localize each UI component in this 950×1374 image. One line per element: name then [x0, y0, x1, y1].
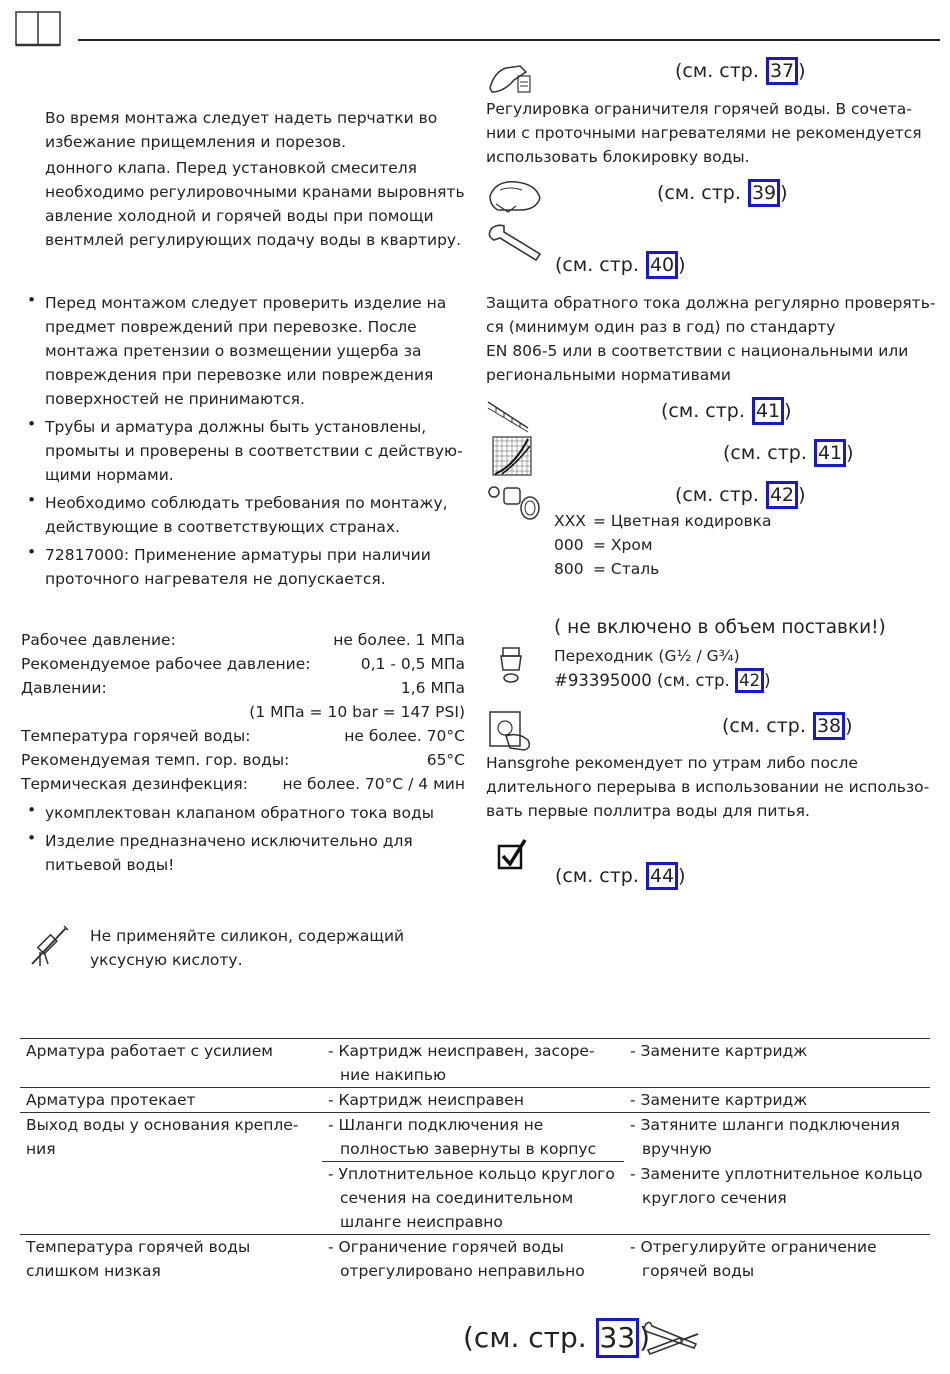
flush-text: Hansgrohe рекомендует по утрам либо после длительного перерыва в использовании не использо- вать первые поллитра воды для питья.: [486, 754, 930, 820]
page-ref-41b: (см. стр. 41 ): [723, 439, 854, 467]
flow-chart-icon: [492, 436, 532, 476]
remedy-cell: - Замените картридж: [624, 1088, 930, 1113]
safety-bullets: [21, 291, 463, 591]
wrench-icon: [486, 224, 544, 264]
silicone-gun-icon: [28, 924, 70, 968]
header-rule: [78, 39, 940, 41]
backflow-text: Защита обратного тока должна регулярно проверять- ся (минимум один раз в год) по стандарту EN 806-5 или в соответствии с национальными или региональными нормативами: [486, 294, 936, 384]
problem-cell: Арматура протекает: [20, 1088, 322, 1113]
intro-text: Во время монтажа следует надеть перчатки во избежание прищемления и порезов. донного клапа. Перед установкой смесителя необходимо регулировочными кранами выровнять авление холодной и горячей воды при помощи вентмлей регулирующих подачу воды в квартиру.: [45, 109, 465, 249]
spec-row: Температура горячей воды: не более. 70°C: [21, 727, 465, 745]
bullet-item: • 72817000: Применение арматуры при наличии проточного нагревателя не допускается.: [21, 543, 463, 591]
problem-cell: Выход воды у основания крепле- ния: [20, 1113, 322, 1235]
page-ref-40: (см. стр. 40 ): [555, 251, 686, 279]
hot-water-text: Регулировка ограничителя горячей воды. В сочета- нии с проточными нагревателями не рекомендуется использовать блокировку воды.: [486, 100, 922, 166]
color-code-row: 800 = Сталь: [554, 560, 660, 578]
spec-row: Давлении: 1,6 МПа: [21, 679, 465, 697]
page-ref-33: (см. стр. 33 ): [463, 1318, 650, 1358]
remedy-cell: - Затяните шланги подключения вручную: [624, 1113, 930, 1162]
page-ref-41a: (см. стр. 41 ): [661, 397, 792, 425]
page-ref-42b: #93395000 (см. стр. 42 ): [554, 668, 771, 693]
tap-hand-icon: [488, 710, 536, 752]
remedy-cell: - Отрегулируйте ограничение горячей воды: [624, 1235, 930, 1284]
hot-water-limiter-icon: [486, 58, 534, 96]
page-ref-39: (см. стр. 39 ): [657, 179, 788, 207]
table-row: [20, 1113, 930, 1162]
remedy-cell: - Замените картридж: [624, 1039, 930, 1088]
checkbox-icon: [497, 838, 529, 872]
bullet-item: • Необходимо соблюдать требования по монтажу, действующие в соответствующих странах.: [21, 491, 463, 539]
remedy-cell: - Замените уплотнительное кольцо круглого сечения: [630, 1164, 923, 1207]
bullet-item: • укомплектован клапаном обратного тока воды: [21, 801, 434, 825]
cause-cell: - Ограничение горячей воды отрегулировано неправильно: [322, 1235, 624, 1284]
color-code-row: XXX = Цветная кодировка: [554, 512, 772, 530]
cleaning-hand-icon: [486, 176, 544, 216]
cause-cell: - Картридж неисправен, засоре- ние накипью: [322, 1039, 624, 1088]
table-row: [20, 1039, 930, 1088]
ruler-dimensions-icon: [486, 398, 530, 434]
color-code-row: 000 = Хром: [554, 536, 653, 554]
table-row: [20, 1235, 930, 1284]
table-row: [20, 1088, 930, 1113]
page-ref-42a: (см. стр. 42 ): [675, 481, 806, 509]
spec-row: Рекомендуемое рабочее давление: 0,1 - 0,5 МПа: [21, 655, 465, 673]
specs-list: [21, 628, 465, 796]
page-ref-37: (см. стр. 37 ): [675, 57, 806, 85]
book-icon: [14, 10, 62, 48]
adapter-info: Переходник (G½ / G¾) #93395000 (см. стр. 42 ): [554, 644, 771, 693]
page-ref-44: (см. стр. 44 ): [555, 862, 686, 890]
bullet-item: • Перед монтажом следует проверить изделие на предмет повреждений при перевозке. После монтажа претензии о возмещении ущерба за повреждения при перевозке или повреждения поверхностей не принимаются.: [21, 291, 463, 411]
color-codes: [554, 509, 771, 581]
spec-row: Термическая дезинфекция: не более. 70°C / 4 мин: [21, 775, 465, 793]
spec-row: Рекомендуемая темп. гор. воды: 65°C: [21, 751, 465, 769]
problem-cell: Арматура работает с усилием: [20, 1039, 322, 1088]
cover-caps-icon: [486, 482, 542, 522]
cause-cell: - Уплотнительное кольцо круглого сечения на соединительном шланге неисправно: [322, 1162, 624, 1235]
problem-cell: Температура горячей воды слишком низкая: [20, 1235, 322, 1284]
bullet-item: • Изделие предназначено исключительно для питьевой воды!: [21, 829, 434, 877]
cause-cell: - Шланги подключения не полностью завернуты в корпус: [322, 1113, 624, 1162]
page-ref-38: (см. стр. 38 ): [722, 712, 853, 740]
cause-cell: - Картридж неисправен: [322, 1088, 624, 1113]
adapter-icon: [498, 646, 524, 686]
bullet-item: • Трубы и арматура должны быть установлены, промыты и проверены в соответствии с действую- щими нормами.: [21, 415, 463, 487]
silicone-warning: Не применяйте силикон, содержащий уксусную кислоту.: [90, 927, 405, 969]
spec-row: Рабочее давление: не более. 1 МПа: [21, 631, 465, 649]
spec-row: (1 МПа = 10 bar = 147 PSI): [249, 703, 465, 721]
troubleshooting-table: [20, 1038, 930, 1283]
not-included-note: ( не включено в объем поставки!): [554, 617, 886, 638]
wrench-screwdriver-icon: [640, 1318, 702, 1358]
product-bullets: [21, 801, 434, 877]
